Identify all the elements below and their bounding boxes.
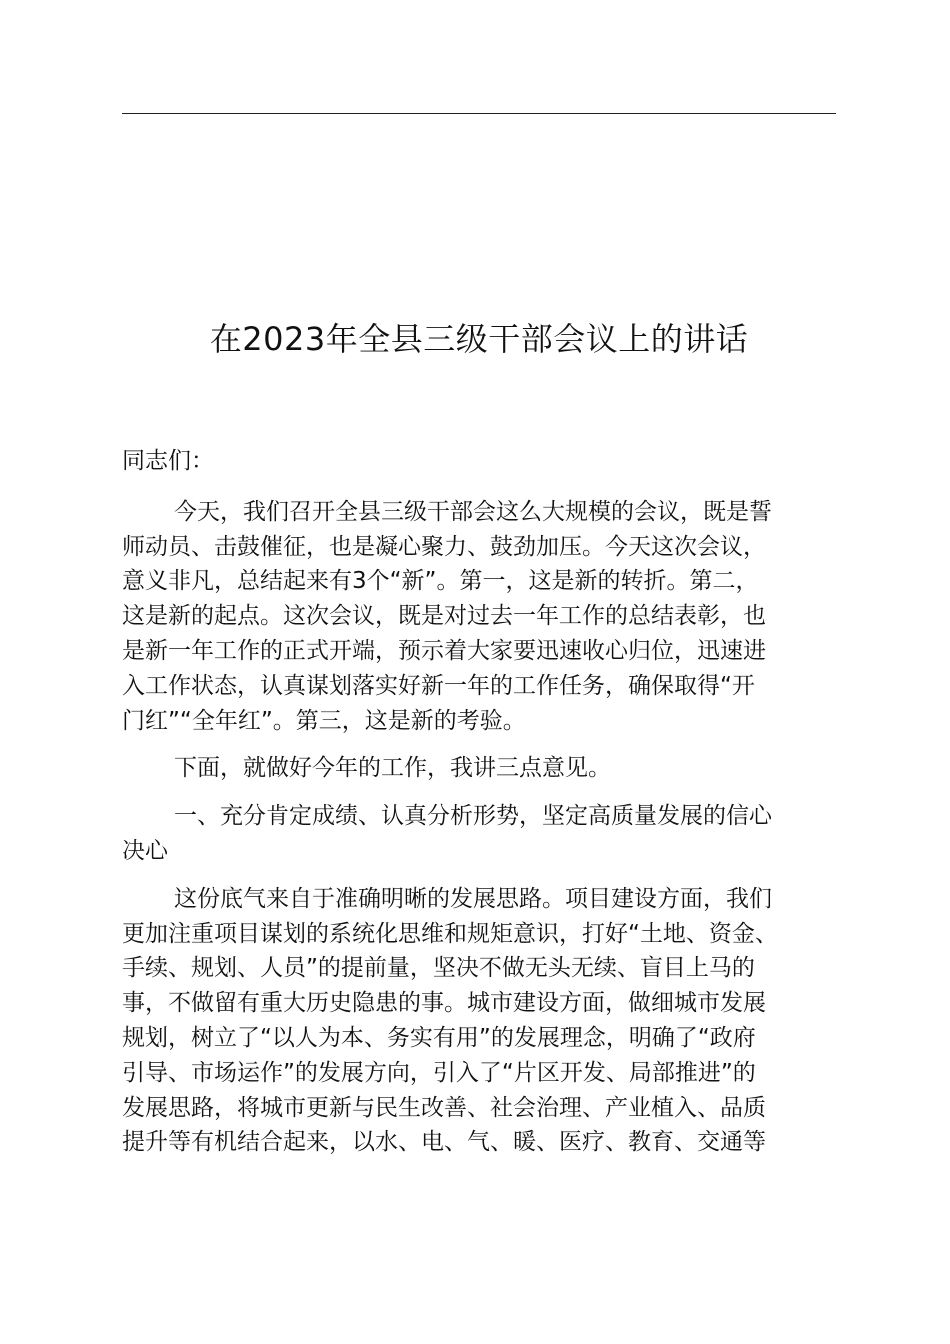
salutation: 同志们： bbox=[122, 448, 214, 474]
paragraph-line: 更加注重项目谋划的系统化思维和规矩意识，打好“土地、资金、 bbox=[122, 920, 778, 947]
document-body bbox=[122, 444, 840, 1160]
paragraph-opening bbox=[122, 495, 840, 739]
section-heading-1 bbox=[122, 799, 840, 869]
paragraph-line: 今天，我们召开全县三级干部会这么大规模的会议，既是誓 bbox=[174, 498, 772, 525]
paragraph-line: 事，不做留有重大历史隐患的事。城市建设方面，做细城市发展 bbox=[122, 990, 766, 1017]
paragraph-development bbox=[122, 882, 840, 1160]
paragraph-line: 意义非凡，总结起来有3个“新”。第一，这是新的转折。第二， bbox=[122, 568, 759, 595]
paragraph-line: 这份底气来自于准确明晰的发展思路。项目建设方面，我们 bbox=[174, 885, 772, 912]
document-title: 在2023年全县三级干部会议上的讲话 bbox=[209, 320, 749, 358]
header-rule bbox=[122, 113, 836, 114]
paragraph-line: 决心 bbox=[122, 837, 168, 864]
paragraph-line: 入工作状态，认真谋划落实好新一年的工作任务，确保取得“开 bbox=[122, 672, 755, 699]
paragraph-line: 提升等有机结合起来，以水、电、气、暖、医疗、教育、交通等 bbox=[122, 1129, 766, 1156]
paragraph-line: 引导、市场运作”的发展方向，引入了“片区开发、局部推进”的 bbox=[122, 1059, 756, 1086]
paragraph-line: 手续、规划、人员”的提前量，坚决不做无头无续、盲目上马的 bbox=[122, 955, 755, 982]
paragraph-line: 下面，就做好今年的工作，我讲三点意见。 bbox=[174, 755, 611, 782]
paragraph-line: 师动员、击鼓催征，也是凝心聚力、鼓劲加压。今天这次会议， bbox=[122, 533, 766, 560]
paragraph-line: 这是新的起点。这次会议，既是对过去一年工作的总结表彰，也 bbox=[122, 603, 766, 630]
paragraph-line: 一、充分肯定成绩、认真分析形势，坚定高质量发展的信心 bbox=[174, 803, 772, 830]
paragraph-transition bbox=[122, 751, 840, 786]
paragraph-line: 规划，树立了“以人为本、务实有用”的发展理念，明确了“政府 bbox=[122, 1024, 756, 1051]
paragraph-line: 是新一年工作的正式开端，预示着大家要迅速收心归位，迅速进 bbox=[122, 637, 766, 664]
paragraph-line: 门红”“全年红”。第三，这是新的考验。 bbox=[122, 707, 526, 734]
paragraph-line: 发展思路，将城市更新与民生改善、社会治理、产业植入、品质 bbox=[122, 1094, 766, 1121]
